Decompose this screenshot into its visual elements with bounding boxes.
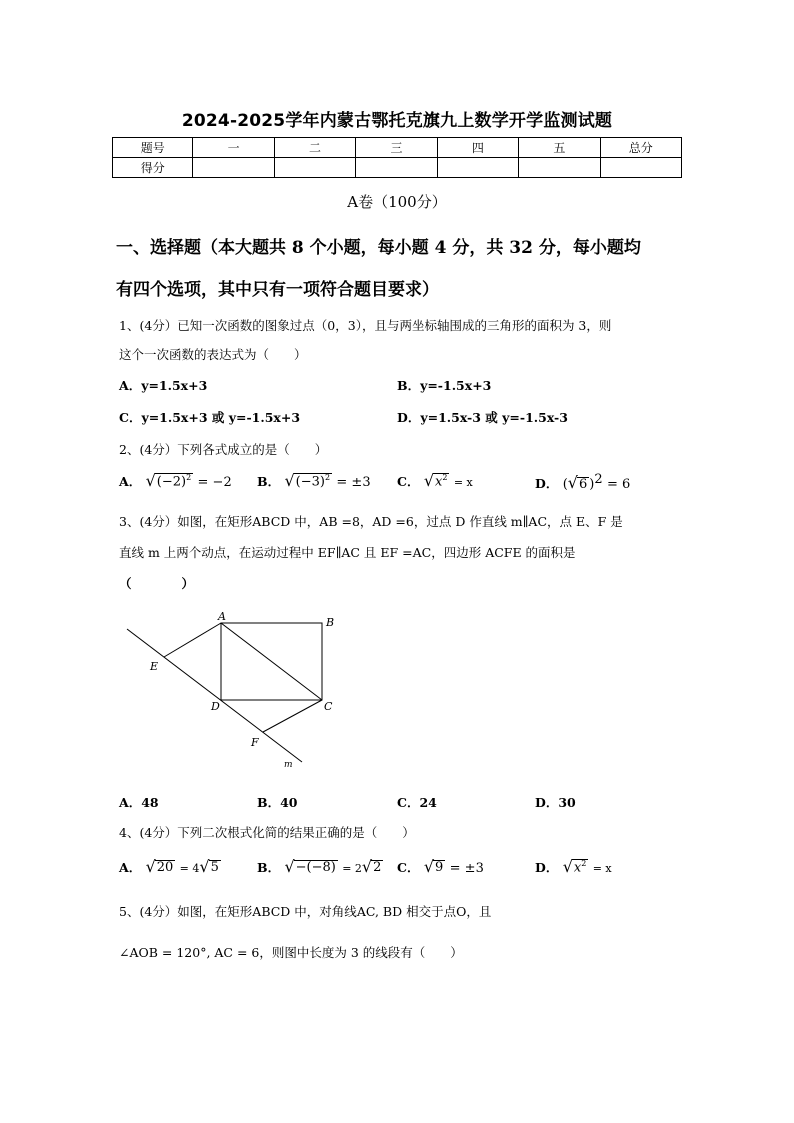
- radicand: (−3): [295, 474, 325, 490]
- segment-ea: [164, 623, 221, 657]
- paren-open: (: [562, 477, 568, 493]
- table-cell: 二: [274, 138, 355, 158]
- table-cell: 一: [193, 138, 274, 158]
- paren-close: ): [589, 477, 595, 493]
- q4-option-b[interactable]: [257, 858, 383, 876]
- q5-text: ，且: [466, 904, 492, 919]
- radicand: 20: [156, 860, 174, 876]
- radicand: (−2): [156, 474, 187, 490]
- radicand: −(−8): [295, 860, 336, 876]
- option-label: D．: [535, 476, 559, 492]
- sqrt-expression: √ 6: [567, 473, 588, 493]
- rhs: = x: [453, 476, 473, 489]
- exponent: 2: [594, 472, 603, 487]
- rhs-coefficient: = 2: [342, 862, 362, 875]
- q2-stem: 2、(4分）下列各式成立的是（ ）: [119, 442, 328, 457]
- table-cell[interactable]: [437, 158, 518, 178]
- part1-heading-line1: 一、选择题（本大题共 8 个小题，每小题 4 分，共 32 分，每小题均: [116, 238, 641, 258]
- radicand: x: [435, 474, 443, 490]
- sqrt-expression: √ 9: [423, 857, 444, 876]
- option-label: A．: [119, 860, 142, 875]
- radicand: 2: [373, 860, 382, 876]
- q5-math-angle: ∠AOB = 120°, AC = 6: [119, 945, 260, 960]
- radicand: 6: [578, 476, 588, 492]
- score-table: [112, 137, 682, 178]
- option-label: C．: [397, 474, 420, 489]
- segment-cf: [263, 700, 322, 732]
- q4-option-d[interactable]: [535, 858, 612, 876]
- sqrt-expression: √ 20: [145, 857, 174, 876]
- sqrt-expression: √ $x^2$: [423, 471, 448, 490]
- sqrt-expression: √ 5: [199, 857, 219, 876]
- label-f: F: [251, 736, 259, 749]
- option-label: A．: [119, 474, 142, 489]
- part1-heading-line2: 有四个选项，其中只有一项符合题目要求）: [116, 280, 439, 300]
- q5-text: ，则图中长度为 3 的线段有（ ）: [259, 945, 463, 960]
- table-cell[interactable]: [356, 158, 437, 178]
- q5-text: 5、(4分）如图，在矩形: [119, 904, 253, 919]
- q3-stem-line2: 直线 m 上两个动点，在运动过程中 EF∥AC 且 EF =AC，四边形 ACFE 的面积是: [119, 545, 576, 560]
- label-m: m: [284, 760, 293, 770]
- page-title: 2024-2025学年内蒙古鄂托克旗九上数学开学监测试题: [181, 111, 613, 131]
- rhs: = x: [592, 862, 612, 875]
- q1-option-a[interactable]: A．y=1.5x+3: [119, 378, 208, 393]
- radicand: 5: [210, 860, 219, 876]
- diagonal-ac: [221, 623, 322, 700]
- rhs: = −2: [197, 475, 232, 490]
- q5-math-o: O: [456, 904, 467, 919]
- q3-option-b[interactable]: B．40: [257, 795, 298, 810]
- q5-math-abcd: ABCD: [252, 904, 291, 919]
- q1-stem-line1: 1、(4分）已知一次函数的图象过点（0，3），且与两坐标轴围成的三角形的面积为 3，则: [119, 318, 612, 333]
- q3-option-d[interactable]: D．30: [535, 795, 576, 810]
- exponent: 2: [442, 473, 448, 483]
- label-d: D: [211, 700, 220, 713]
- option-label: B．: [257, 860, 281, 875]
- q4-option-c[interactable]: [397, 858, 484, 876]
- q5-text: 中，对角线: [290, 904, 357, 919]
- table-cell: 总分: [600, 138, 681, 158]
- option-label: C．: [397, 860, 420, 875]
- q5-stem-line1: [119, 902, 491, 920]
- table-cell: 题号: [113, 138, 193, 158]
- rhs: = ±3: [336, 475, 371, 490]
- exponent: 2: [186, 473, 192, 483]
- rhs: = 6: [606, 477, 631, 493]
- q3-option-c[interactable]: C．24: [397, 795, 437, 810]
- line-m: [127, 629, 302, 762]
- label-c: C: [324, 700, 333, 713]
- table-row: [113, 158, 682, 178]
- table-cell[interactable]: [519, 158, 600, 178]
- section-a-heading: A卷（100分）: [347, 193, 447, 211]
- q5-math-acbd: AC, BD: [356, 904, 403, 919]
- q1-option-d[interactable]: D．y=1.5x-3 或 y=-1.5x-3: [397, 410, 568, 425]
- q3-stem-line3: （ ）: [119, 576, 195, 591]
- sqrt-expression: √ −(−8): [284, 857, 336, 876]
- label-e: E: [150, 660, 159, 673]
- sqrt-expression: √ 2: [361, 857, 382, 876]
- q5-text: 相交于点: [402, 904, 457, 919]
- q3-figure: [120, 605, 350, 775]
- table-cell[interactable]: [600, 158, 681, 178]
- q1-option-c[interactable]: C．y=1.5x+3 或 y=-1.5x+3: [119, 410, 301, 425]
- radicand: x: [573, 860, 582, 876]
- radicand: 9: [435, 860, 444, 876]
- table-cell: 得分: [113, 158, 193, 178]
- exponent: 2: [581, 859, 587, 869]
- label-b: B: [326, 616, 335, 629]
- table-cell: 三: [356, 138, 437, 158]
- table-cell[interactable]: [274, 158, 355, 178]
- table-row: [113, 138, 682, 158]
- q1-option-b[interactable]: B．y=-1.5x+3: [397, 378, 492, 393]
- q2-option-c[interactable]: [397, 472, 473, 490]
- q3-option-a[interactable]: A．48: [119, 795, 159, 810]
- q2-option-a[interactable]: [119, 472, 232, 490]
- table-cell: 五: [519, 138, 600, 158]
- q1-stem-line2: 这个一次函数的表达式为（ ）: [119, 347, 307, 362]
- q3-stem-line1: 3、(4分）如图，在矩形ABCD 中，AB =8，AD =6，过点 D 作直线 m∥AC，点 E、F 是: [119, 514, 623, 529]
- q2-option-b[interactable]: [257, 472, 371, 490]
- table-cell: 四: [437, 138, 518, 158]
- q5-stem-line2: [119, 943, 463, 961]
- option-label: B．: [257, 474, 281, 489]
- table-cell[interactable]: [193, 158, 274, 178]
- sqrt-expression: √ $x^2$: [562, 857, 587, 876]
- exponent: 2: [324, 473, 331, 483]
- rhs: = ±3: [449, 861, 484, 876]
- q2-option-d[interactable]: [535, 472, 630, 492]
- sqrt-expression: √ $(-2)^2$: [145, 471, 192, 490]
- rhs-coefficient: = 4: [179, 862, 200, 875]
- option-label: D．: [535, 860, 559, 875]
- sqrt-expression: √ $(-3)^2$: [284, 471, 331, 490]
- q4-stem: 4、(4分）下列二次根式化简的结果正确的是（ ）: [119, 825, 415, 840]
- q4-option-a[interactable]: [119, 858, 221, 876]
- label-a: A: [218, 610, 226, 623]
